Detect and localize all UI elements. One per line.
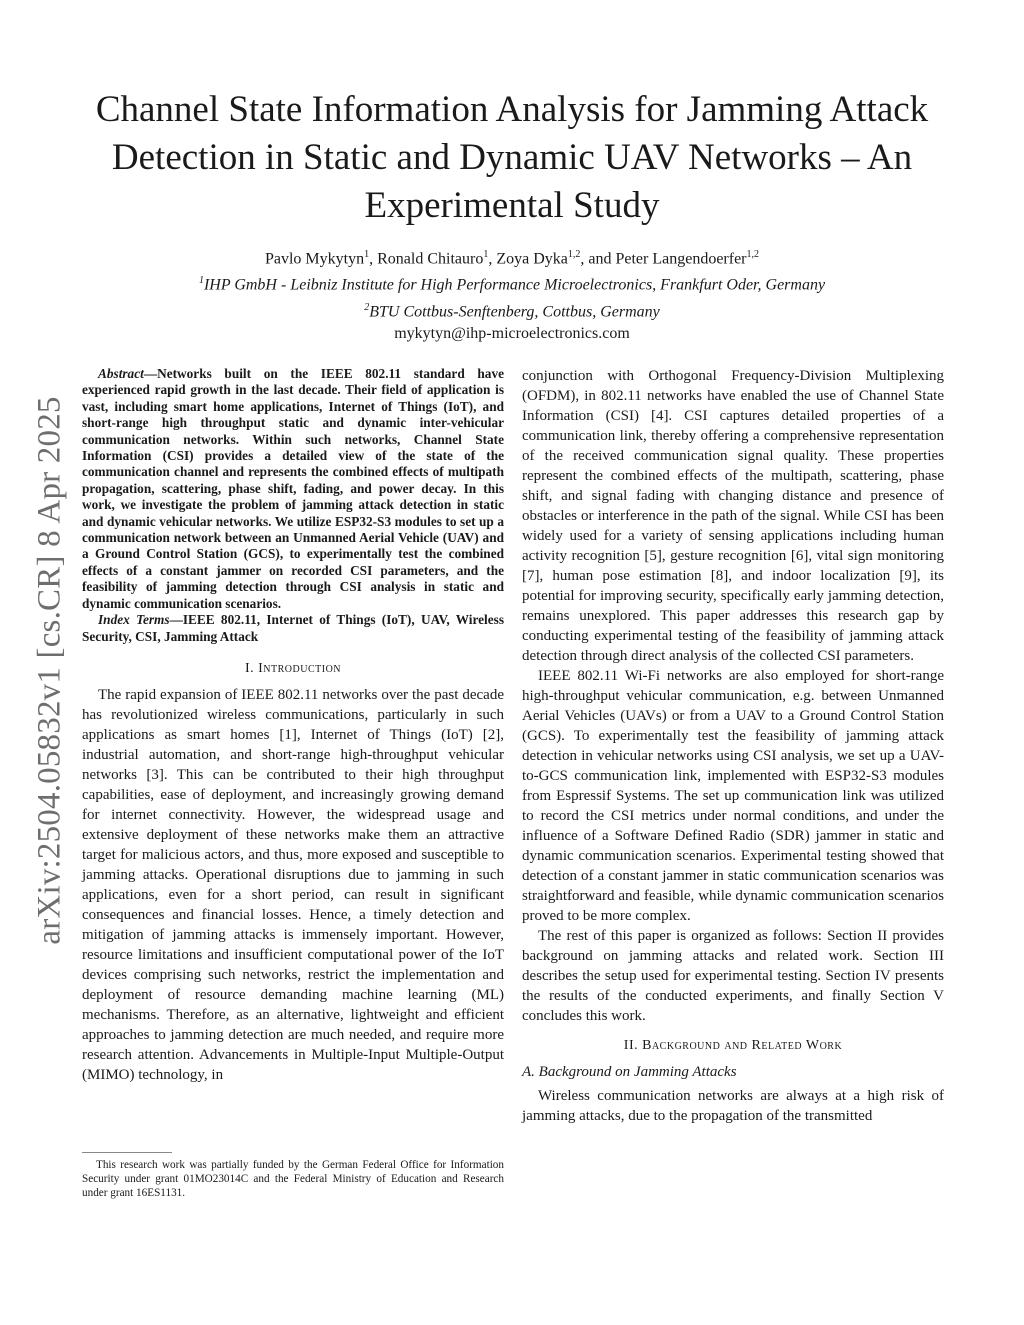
- affiliation-1: $^1$IHP GmbH - Leibniz Institute for High Performance Microelectronics, Frankfurt Oder, Germany: [198, 275, 826, 294]
- index-terms: [82, 612, 504, 645]
- affiliation-2: $^2$BTU Cottbus-Senftenberg, Cottbus, Germany: [364, 301, 660, 320]
- author-affil-mark: 1: [483, 249, 489, 260]
- author-list: Pavlo Mykytyn$^1$, Ronald Chitauro$^1$, Zoya Dyka$^{1,2}$, and Peter Langendoerfer$^{1,2}$: [264, 249, 760, 268]
- author-block: [80, 244, 944, 345]
- intro-paragraph-3: The rest of this paper is organized as follows: Section II provides background on jamming attacks and related work. Section III describes the setup used for experimental testing. Section IV presents the results of the conducted experiments, and finally Section V concludes this work.: [522, 928, 944, 1024]
- subsection-heading-jamming: A. Background on Jamming Attacks: [522, 1064, 737, 1080]
- background-paragraph-1: Wireless communication networks are always at a high risk of jamming attacks, due to the propagation of the transmitted: [522, 1088, 944, 1124]
- arxiv-id-text: arXiv:2504.05832v1 [cs.CR] 8 Apr 2025: [31, 395, 68, 945]
- abstract: [82, 366, 504, 612]
- author-name: Pavlo Mykytyn: [264, 250, 365, 268]
- section-heading-background: II. Background and Related Work: [623, 1038, 843, 1053]
- intro-paragraph-1-continued: conjunction with Orthogonal Frequency-Division Multiplexing (OFDM), in 802.11 networks have enabled the use of Channel State Information (CSI) [4]. CSI captures detailed properties of a communication link, thereby offering a comprehensive representation of the received communication signal quality. These properties represent the combined effects of the multipath, scattering, phase shift, and signal fading with changing distance and presence of obstacles or interference in the path of the signal. While CSI has been widely used for a variety of sensing applications including human activity recognition [5], gesture recognition [6], vital sign monitoring [7], human pose estimation [8], and indoor localization [9], its potential for improving security, specifically early jamming detection, remains unexplored. This paper addresses this research gap by conducting experimental testing of the feasibility of jamming attack detection through direct analysis of the collected CSI parameters.: [522, 368, 944, 664]
- arxiv-identifier: [28, 380, 72, 960]
- paper-title: Channel State Information Analysis for Jamming Attack Detection in Static and Dynamic UAV Networks – An Experimental Study: [95, 89, 929, 226]
- right-column: [522, 366, 944, 1126]
- author-affil-mark: 1: [364, 249, 370, 260]
- author-name: Zoya Dyka: [496, 250, 568, 268]
- author-email: mykytyn@ihp-microelectronics.com: [394, 324, 630, 342]
- author-name: Ronald Chitauro: [377, 250, 484, 268]
- intro-paragraph-1: The rapid expansion of IEEE 802.11 networks over the past decade has revolutionized wireless communications, particularly in such applications as smart homes [1], Internet of Things (IoT) [2], industrial automation, and short-range high-throughput vehicular networks [3]. This can be contributed to their high throughput capabilities, ease of deployment, and increasingly growing demand for internet connectivity. However, the widespread usage and extensive deployment of these networks make them an attractive target for malicious actors, and thus, more exposed and susceptible to jamming attacks. Operational disruptions due to jamming in such applications, even for a short period, can result in significant consequences and financial losses. Hence, a timely detection and mitigation of jamming attacks is immensely important. However, resource limitations and insufficient computational power of the IoT devices comprising such networks, restrict the implementation and deployment of resource demanding machine learning (ML) mechanisms. Therefore, as an alternative, lightweight and efficient approaches to jamming detection are much needed, and require more research attention. Advancements in Multiple-Input Multiple-Output (MIMO) technology, in: [82, 686, 504, 1083]
- left-column: [82, 366, 504, 1085]
- author-conjunction: and: [588, 250, 612, 268]
- abstract-text: —Networks built on the IEEE 802.11 standard have experienced rapid growth in the last decade. Their field of application is vast, including smart home applications, Internet of Things (IoT), and short-range high throughput static and dynamic inter-vehicular communication networks. Within such networks, Channel State Information (CSI) provides a detailed view of the state of the communication channel and represents the combined effects of multipath propagation, scattering, phase shift, fading, and power decay. In this work, we investigate the problem of jamming attack detection in static and dynamic vehicular networks. We utilize ESP32-S3 modules to set up a communication network between an Unmanned Aerial Vehicle (UAV) and a Ground Control Station (GCS), to experimentally test the combined effects of a constant jammer on recorded CSI parameters, and the feasibility of jamming detection through CSI analysis in static and dynamic communication scenarios.: [82, 366, 504, 611]
- abstract-label: Abstract: [98, 366, 144, 381]
- footnote-rule: [82, 1152, 172, 1153]
- intro-paragraph-2: IEEE 802.11 Wi-Fi networks are also employed for short-range high-throughput vehicular communication, e.g. between Unmanned Aerial Vehicles (UAVs) or from a UAV to a Ground Control Station (GCS). To experimentally test the feasibility of jamming attack detection in vehicular networks using CSI analysis, we set up a UAV-to-GCS communication link, implemented with ESP32-S3 modules from Espressif Systems. The set up communication link was utilized to record the CSI metrics under normal conditions, and under the influence of a Software Defined Radio (SDR) jammer in static and dynamic communication scenarios. Experimental testing showed that detection of a constant jammer in static communication scenarios was straightforward and feasible, while dynamic communication scenarios proved to be more complex.: [522, 668, 944, 924]
- index-terms-label: Index Terms: [98, 612, 170, 628]
- author-name: Peter Langendoerfer: [615, 250, 747, 268]
- funding-footnote: This research work was partially funded by the German Federal Office for Information Security under grant 01MO23014C and the Federal Ministry of Education and Research under grant 16ES1131.: [82, 1159, 504, 1199]
- index-terms-text: —IEEE 802.11, Internet of Things (IoT), UAV, Wireless Security, CSI, Jamming Attack: [82, 612, 504, 644]
- author-affil-mark: 1,2: [567, 249, 581, 260]
- author-affil-mark: 1,2: [746, 249, 760, 260]
- section-heading-introduction: I. Introduction: [244, 660, 342, 676]
